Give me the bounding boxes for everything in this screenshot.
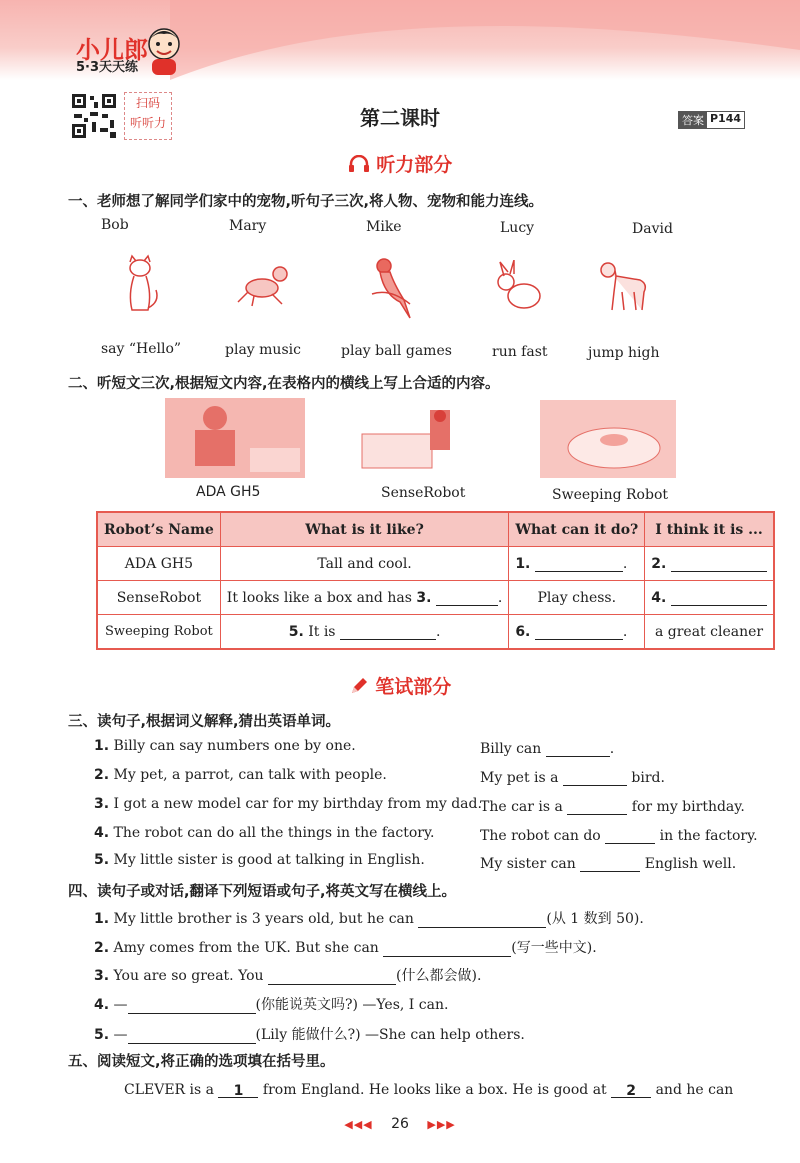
horse-icon [596,258,654,318]
table-cell: Play chess. [509,581,645,615]
page-number: 26 [391,1116,409,1132]
answer-page-badge[interactable] [678,111,745,129]
answer-label: 答案 [679,112,707,128]
q1-instruction: 一、老师想了解同学们家中的宠物,听句子三次,将人物、宠物和能力连线。 [68,194,544,210]
writing-section-heading [0,672,800,699]
dog-icon [232,262,294,308]
lesson-title: 第二课时 [360,106,440,130]
answer-page: P144 [710,112,742,125]
headphones-icon [348,155,370,173]
q4-item[interactable]: 1. My little brother is 3 years old, but he can (从 1 数到 50). [94,911,644,927]
robot-caption: Sweeping Robot [552,487,668,503]
table-header: What is it like? [220,512,509,547]
q3-sentence: 4. The robot can do all the things in the factory. [94,825,435,841]
cat-icon [118,254,164,318]
q1-name: Mike [366,219,402,235]
q1-name: David [632,221,673,237]
pencil-icon [349,676,369,696]
q3-instruction: 三、读句子,根据词义解释,猜出英语单词。 [68,714,341,730]
table-cell-blank[interactable] [645,581,774,615]
q3-sentence: 2. My pet, a parrot, can talk with people. [94,767,387,783]
table-header: I think it is ... [645,512,774,547]
q1-ability: say “Hello” [101,341,182,357]
brand-subtitle: 5·3天天练 [76,60,139,75]
q1-ability: run fast [492,344,548,360]
q3-answer-line[interactable]: The car is a for my birthday. [480,799,745,815]
table-header-row [97,512,774,547]
robot-caption: ADA GH5 [196,484,261,500]
table-row [97,581,774,615]
rabbit-icon [492,260,546,316]
q1-ability: play music [225,342,301,358]
table-header: Robot’s Name [97,512,220,547]
table-cell-blank[interactable] [645,547,774,581]
blank-number: 1. [515,555,531,572]
robot-table [96,511,775,650]
q1-ability: jump high [588,345,660,361]
listening-section-heading [0,150,800,177]
robot-caption: SenseRobot [381,485,466,501]
q4-item[interactable]: 3. You are so great. You (什么都会做). [94,968,482,984]
q5-passage: CLEVER is a 1 from England. He looks like a box. He is good at 2 and he can [124,1082,734,1099]
q1-ability: play ball games [341,343,452,359]
table-header: What can it do? [509,512,645,547]
q2-instruction: 二、听短文三次,根据短文内容,在表格内的横线上写上合适的内容。 [68,376,500,392]
table-cell: a great cleaner [645,615,774,650]
robot-ada-image [165,398,305,478]
scan-label-line2: 听听力 [129,116,166,130]
page-footer [0,1116,800,1132]
listening-heading-text: 听力部分 [376,154,453,176]
writing-heading-text: 笔试部分 [375,676,452,698]
left-arrows-icon: ◀◀◀ [344,1118,373,1131]
q3-sentence: 1. Billy can say numbers one by one. [94,738,356,754]
blank-number: 5. [288,623,304,640]
mascot-boy-icon [142,24,186,76]
blank-number: 4. [651,589,667,606]
q5-blank-1[interactable]: 1 [218,1083,258,1098]
table-row [97,615,774,650]
table-cell: SenseRobot [97,581,220,615]
q3-answer-line[interactable]: The robot can do in the factory. [480,828,758,844]
parrot-icon [370,254,426,322]
q1-name: Bob [101,217,129,233]
robot-sweeping-image [540,400,676,478]
cell-text: It is [308,623,336,640]
table-cell-blank[interactable]: 1. . [509,547,645,581]
robot-sense-image [352,404,468,476]
blank-number: 2. [651,555,667,572]
brand-logo: 小儿郎 [76,36,148,64]
q3-sentence: 3. I got a new model car for my birthday from my dad. [94,796,482,812]
blank-number: 6. [515,623,531,640]
table-cell: ADA GH5 [97,547,220,581]
q4-instruction: 四、读句子或对话,翻译下列短语或句子,将英文写在横线上。 [68,884,457,900]
q3-answer-line[interactable]: My sister can English well. [480,856,737,872]
table-cell-blank[interactable]: It looks like a box and has 3. . [220,581,509,615]
q5-blank-2[interactable]: 2 [611,1083,651,1098]
q3-answer-line[interactable]: Billy can . [480,741,615,757]
q5-instruction: 五、阅读短文,将正确的选项填在括号里。 [68,1054,335,1070]
table-cell-blank[interactable]: 6. . [509,615,645,650]
table-cell: Tall and cool. [220,547,509,581]
right-arrows-icon: ▶▶▶ [427,1118,456,1131]
table-cell-blank[interactable]: 5. It is . [220,615,509,650]
q1-name: Lucy [500,220,535,236]
cell-text: It looks like a box and has [226,589,412,606]
q4-item[interactable]: 5. — (Lily 能做什么?) —She can help others. [94,1027,525,1043]
q3-sentence: 5. My little sister is good at talking in English. [94,852,425,868]
scan-label-line1: 扫码 [135,96,160,110]
q4-item[interactable]: 4. — (你能说英文吗?) —Yes, I can. [94,997,449,1013]
table-cell: Sweeping Robot [97,615,220,650]
q3-answer-line[interactable]: My pet is a bird. [480,770,665,786]
q4-item[interactable]: 2. Amy comes from the UK. But she can (写一些中文). [94,940,597,956]
blank-number: 3. [416,589,432,606]
table-row [97,547,774,581]
q1-name: Mary [229,218,267,234]
